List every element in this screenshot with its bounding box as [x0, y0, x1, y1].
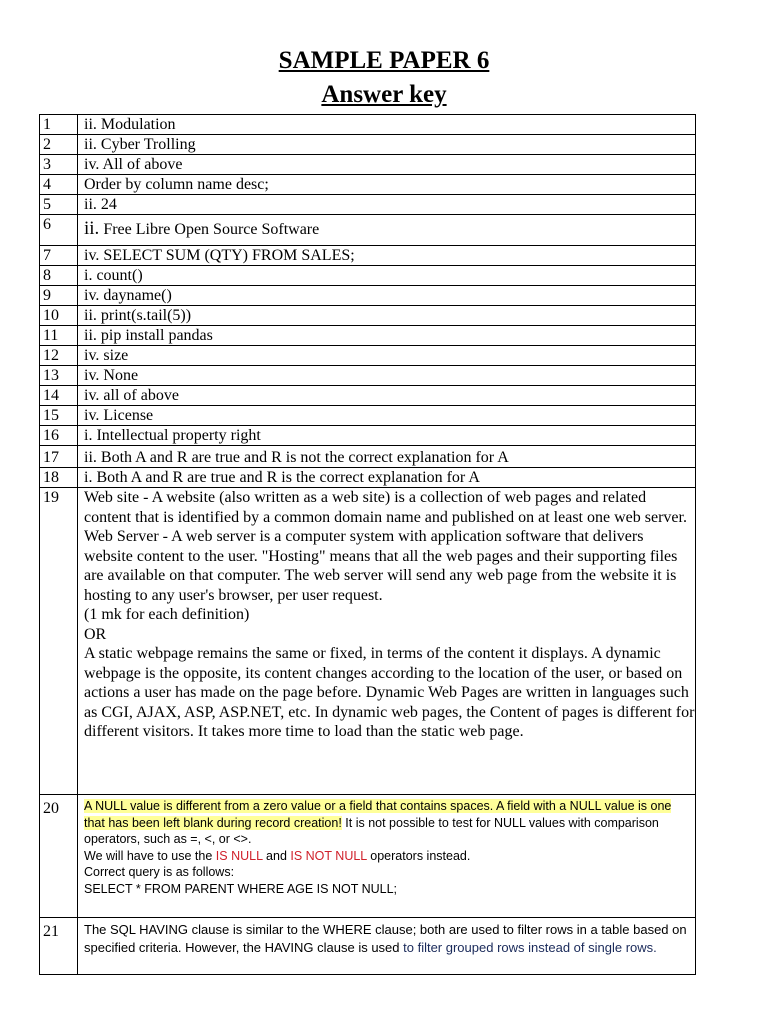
question-number: 16 [40, 426, 78, 446]
question-number: 21 [40, 918, 78, 975]
table-row [40, 155, 696, 175]
answer-body-emphasis: to filter grouped rows instead of single rows. [403, 940, 657, 955]
question-number: 10 [40, 306, 78, 326]
table-row [40, 468, 696, 488]
question-number: 9 [40, 286, 78, 306]
table-row [40, 306, 696, 326]
answer-body: It is not possible to test for NULL values with comparison operators, such as =, <, or <>. [84, 815, 659, 846]
answer-text: iv. All of above [78, 155, 696, 175]
answer-prefix: ii. [84, 218, 100, 239]
question-number: 7 [40, 246, 78, 266]
table-row [40, 115, 696, 135]
answer-text: iv. License [78, 406, 696, 426]
answer-text: iv. dayname() [78, 286, 696, 306]
answer-text: iv. SELECT SUM (QTY) FROM SALES; [78, 246, 696, 266]
keyword-is-null: IS NULL [215, 848, 263, 863]
answer-body: operators instead. [366, 848, 471, 863]
answer-text: iv. all of above [78, 386, 696, 406]
answer-paragraph: A static webpage remains the same or fixed, in terms of the content it displays. A dynamic webpage is the opposite, its content changes according to the location of the user, or based on actions a user has made on the page before. Dynamic Web Pages are written in languages such as CGI, AJAX, ASP, ASP.NET, etc. In dynamic web pages, the Content of pages is different for different visitors. It takes more time to load than the static web page. [84, 645, 695, 740]
title-block [0, 44, 768, 112]
table-row [40, 426, 696, 446]
question-number: 15 [40, 406, 78, 426]
answer-text: iv. size [78, 346, 696, 366]
answer-query: SELECT * FROM PARENT WHERE AGE IS NOT NULL; [84, 881, 398, 896]
question-number: 11 [40, 326, 78, 346]
question-number: 20 [40, 795, 78, 918]
table-row [40, 195, 696, 215]
page-subtitle: Answer key [321, 81, 447, 108]
table-row [40, 795, 696, 918]
table-row [40, 215, 696, 246]
question-number: 18 [40, 468, 78, 488]
table-row [40, 326, 696, 346]
table-row [40, 386, 696, 406]
answer-text: i. Both A and R are true and R is the correct explanation for A [78, 468, 696, 488]
answer-paragraph [84, 848, 695, 865]
question-number: 12 [40, 346, 78, 366]
answer-body: Free Libre Open Source Software [103, 221, 320, 238]
answer-paragraph [84, 798, 695, 848]
table-row [40, 135, 696, 155]
question-number: 4 [40, 175, 78, 195]
table-row [40, 266, 696, 286]
answer-body: and [262, 848, 291, 863]
answer-text [78, 795, 696, 918]
answer-text: ii. Modulation [78, 115, 696, 135]
table-row [40, 286, 696, 306]
answer-paragraph: Web Server - A web server is a computer system with application software that delivers website content to the user. "Hosting" means that all the web pages and their supporting files are available on that computer. The web server will send any web page from the website it is hosting to any user's browser, per user request. [84, 528, 678, 604]
answer-text [78, 918, 696, 975]
answer-key-table [39, 114, 696, 975]
table-row [40, 446, 696, 468]
answer-text: ii. Both A and R are true and R is not the correct explanation for A [78, 446, 696, 468]
table-row [40, 406, 696, 426]
answer-text: Order by column name desc; [78, 175, 696, 195]
answer-paragraph: Correct query is as follows: [84, 865, 235, 879]
table-row [40, 246, 696, 266]
question-number: 3 [40, 155, 78, 175]
answer-text: i. Intellectual property right [78, 426, 696, 446]
highlighted-text: A NULL value is different from a zero value or a field that contains spaces. A field with a NULL value is one that has been left blank during record creation! [84, 799, 672, 830]
table-row [40, 175, 696, 195]
answer-text: iv. None [78, 366, 696, 386]
answer-text [78, 488, 696, 795]
question-number: 8 [40, 266, 78, 286]
question-number: 2 [40, 135, 78, 155]
answer-body: We will have to use the [84, 848, 216, 863]
keyword-is-not-null: IS NOT NULL [290, 848, 367, 863]
question-number: 19 [40, 488, 78, 795]
table-row [40, 488, 696, 795]
answer-paragraph: (1 mk for each definition) [84, 606, 250, 623]
question-number: 13 [40, 366, 78, 386]
answer-text: ii. Cyber Trolling [78, 135, 696, 155]
answer-body: The SQL HAVING clause is similar to the WHERE clause; both are used to filter rows in a table based on specified criteria. However, the HAVING clause is used [84, 922, 687, 955]
answer-text: i. count() [78, 266, 696, 286]
question-number: 1 [40, 115, 78, 135]
answer-paragraph: Web site - A website (also written as a web site) is a collection of web pages and related content that is identified by a common domain name and published on at least one web server. [84, 489, 687, 526]
answer-text: ii. print(s.tail(5)) [78, 306, 696, 326]
question-number: 5 [40, 195, 78, 215]
table-row [40, 346, 696, 366]
answer-paragraph: OR [84, 625, 107, 643]
table-row [40, 366, 696, 386]
question-number: 17 [40, 446, 78, 468]
question-number: 14 [40, 386, 78, 406]
table-row [40, 918, 696, 975]
answer-text [78, 215, 696, 246]
page-title: SAMPLE PAPER 6 [278, 47, 490, 74]
question-number: 6 [40, 215, 78, 246]
answer-text: ii. pip install pandas [78, 326, 696, 346]
answer-text: ii. 24 [78, 195, 696, 215]
